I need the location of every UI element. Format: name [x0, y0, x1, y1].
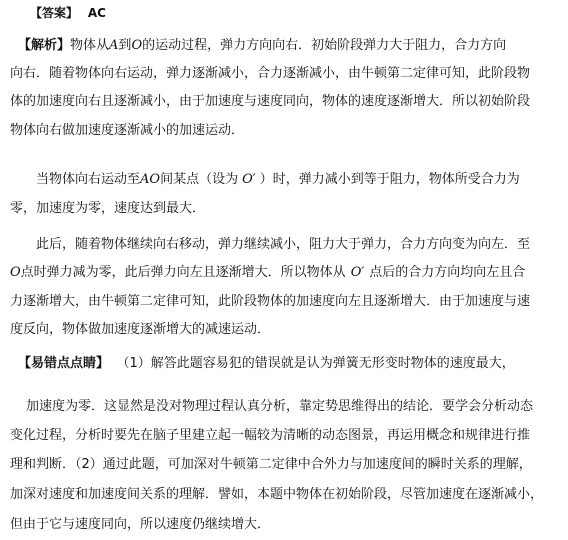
analysis-p1-line4: 物体向右做加速度逐渐减小的加速运动． [10, 123, 245, 138]
analysis-text: 点后的合力方向均向左且合 [369, 265, 526, 280]
analysis-text: ）时，弹力减小到等于阻力，物体所受合力为 [259, 172, 520, 187]
answer-value: AC [87, 6, 106, 20]
point-O-prime: O′ [350, 265, 365, 280]
segment-AO: AO [140, 172, 161, 187]
tips-line2: 加速度为零．这显然是没对物理过程认真分析，靠定势思维得出的结论．要学会分析动态 [26, 399, 534, 414]
answer-line [30, 4, 106, 22]
tips-line6: 但由于它与速度同向，所以速度仍继续增大． [10, 517, 271, 532]
answer-tag: 【答案】 [30, 6, 79, 20]
tips-line1 [18, 355, 515, 373]
tips-line4: 理和判断．（2）通过此题，可加深对牛顿第二定律中合外力与加速度间的瞬时关系的理解， [10, 457, 532, 472]
analysis-p1-line3: 体的加速度向右且逐渐减小，由于加速度与速度同向，物体的速度逐渐增大．所以初始阶段 [10, 94, 531, 109]
analysis-p1-line1 [18, 37, 506, 55]
point-O-prime: O′ [242, 172, 256, 187]
tips-line5: 加深对速度和加速度间关系的理解．譬如，本题中物体在初始阶段，尽管加速度在逐渐减小， [10, 487, 544, 502]
analysis-p2-line1 [36, 171, 520, 189]
tips-line3: 变化过程，分析时要先在脑子里建立起一幅较为清晰的动态图景，再运用概念和规律进行推 [10, 428, 531, 443]
analysis-text: 物体从 [70, 38, 110, 53]
analysis-p1-line2: 向右．随着物体向右运动，弹力逐渐减小，合力逐渐减小，由牛顿第二定律可知，此阶段物 [10, 66, 531, 81]
analysis-p3-line2 [10, 264, 525, 282]
tips-tag: 【易错点点睛】 [18, 356, 110, 371]
analysis-text: 到 [118, 38, 132, 53]
analysis-text: 当物体向右运动至 [36, 172, 141, 187]
analysis-tag: 【解析】 [18, 38, 71, 53]
analysis-text: 间某点（设为 [160, 172, 239, 187]
analysis-p3-line4: 度反向，物体做加速度逐渐增大的减速运动． [10, 322, 271, 337]
analysis-p3-line3: 力逐渐增大，由牛顿第二定律可知，此阶段物体的加速度向左且逐渐增大．由于加速度与速 [10, 294, 531, 309]
tips-text: （1）解答此题容易犯的错误就是认为弹簧无形变时物体的速度最大， [123, 356, 515, 371]
point-O: O [131, 38, 143, 53]
analysis-text: 点时弹力减为零，此后弹力向左且逐渐增大．所以物体从 [20, 265, 346, 280]
point-O: O [10, 265, 21, 280]
analysis-text: 的运动过程，弹力方向向右．初始阶段弹力大于阻力，合力方向 [142, 38, 507, 53]
point-A: A [109, 38, 119, 53]
analysis-p2-line2: 零，加速度为零，速度达到最大． [10, 201, 206, 216]
analysis-p3-line1: 此后，随着物体继续向右移动，弹力继续减小，阻力大于弹力，合力方向变为向左．至 [36, 237, 531, 252]
